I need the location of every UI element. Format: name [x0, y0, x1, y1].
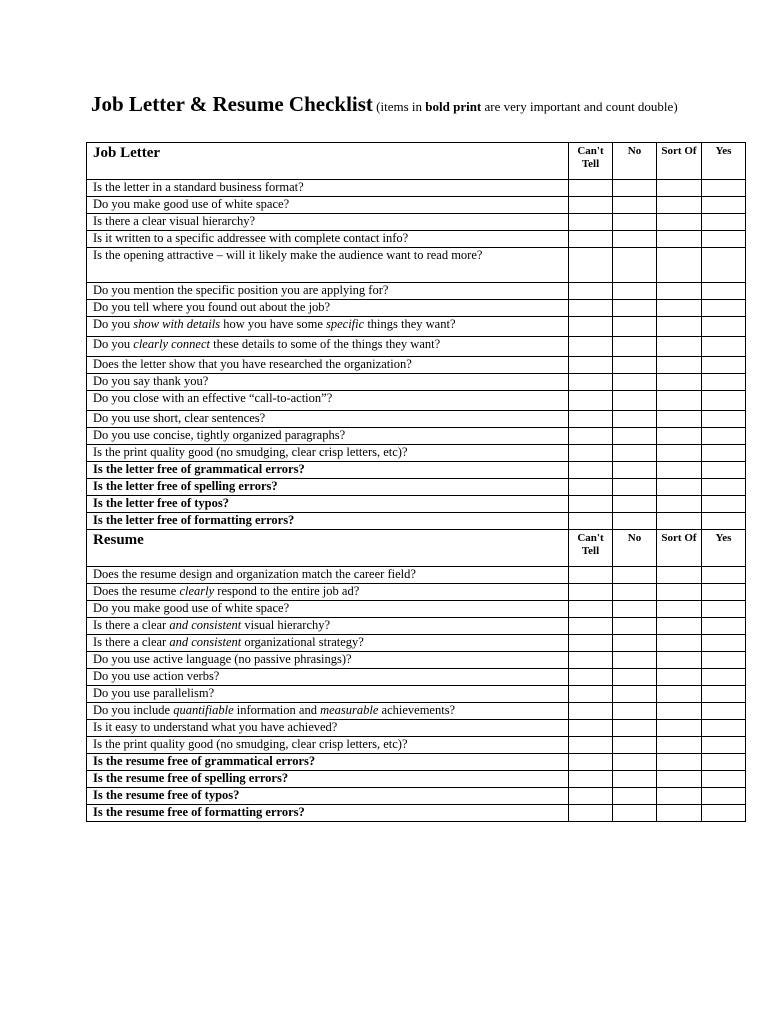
checklist-row — [87, 703, 746, 720]
answer-cell-sort-of[interactable] — [657, 374, 702, 391]
checklist-row — [87, 374, 746, 391]
answer-cell-cant-tell[interactable] — [569, 445, 613, 462]
question-text: Is there a clear visual hierarchy? — [93, 214, 256, 228]
column-header-yes: Yes — [702, 530, 746, 567]
answer-cell-cant-tell[interactable] — [569, 686, 613, 703]
answer-cell-cant-tell[interactable] — [569, 737, 613, 754]
answer-cell-yes[interactable] — [702, 754, 746, 771]
answer-cell-yes[interactable] — [702, 513, 746, 530]
answer-cell-no[interactable] — [613, 496, 657, 513]
answer-cell-sort-of[interactable] — [657, 462, 702, 479]
answer-cell-yes[interactable] — [702, 584, 746, 601]
checklist-row — [87, 300, 746, 317]
checklist-question — [87, 601, 569, 618]
answer-cell-sort-of[interactable] — [657, 197, 702, 214]
section-title: Resume — [87, 530, 569, 567]
answer-cell-sort-of[interactable] — [657, 652, 702, 669]
answer-cell-no[interactable] — [613, 374, 657, 391]
checklist-question — [87, 445, 569, 462]
answer-cell-cant-tell[interactable] — [569, 584, 613, 601]
checklist-question — [87, 737, 569, 754]
answer-cell-no[interactable] — [613, 737, 657, 754]
answer-cell-cant-tell[interactable] — [569, 805, 613, 822]
checklist-question — [87, 754, 569, 771]
question-emphasis: and consistent — [169, 635, 242, 649]
question-text: Is the print quality good (no smudging, clear crisp letters, etc)? — [93, 737, 408, 751]
checklist-row — [87, 496, 746, 513]
column-header-cant-tell: Can't Tell — [569, 143, 613, 180]
answer-cell-cant-tell[interactable] — [569, 669, 613, 686]
heading-note-bold: bold print — [425, 99, 482, 114]
answer-cell-yes[interactable] — [702, 337, 746, 357]
answer-cell-sort-of[interactable] — [657, 788, 702, 805]
checklist-row — [87, 411, 746, 428]
answer-cell-yes[interactable] — [702, 703, 746, 720]
checklist-row — [87, 214, 746, 231]
answer-cell-sort-of[interactable] — [657, 635, 702, 652]
checklist-question — [87, 300, 569, 317]
checklist-question — [87, 374, 569, 391]
column-header-yes: Yes — [702, 143, 746, 180]
answer-cell-yes[interactable] — [702, 771, 746, 788]
answer-cell-no[interactable] — [613, 788, 657, 805]
answer-cell-yes[interactable] — [702, 479, 746, 496]
answer-cell-cant-tell[interactable] — [569, 703, 613, 720]
question-text: Is the resume free of typos? — [93, 788, 240, 802]
checklist-question — [87, 337, 569, 357]
answer-cell-yes[interactable] — [702, 805, 746, 822]
checklist-row — [87, 479, 746, 496]
answer-cell-sort-of[interactable] — [657, 411, 702, 428]
answer-cell-no[interactable] — [613, 337, 657, 357]
answer-cell-cant-tell[interactable] — [569, 618, 613, 635]
checklist-question — [87, 496, 569, 513]
section-header-row — [87, 143, 746, 180]
answer-cell-cant-tell[interactable] — [569, 720, 613, 737]
answer-cell-yes[interactable] — [702, 357, 746, 374]
checklist-question — [87, 703, 569, 720]
answer-cell-cant-tell[interactable] — [569, 231, 613, 248]
checklist-question — [87, 283, 569, 300]
question-text: Do you use active language (no passive phrasings)? — [93, 652, 352, 666]
question-emphasis: and consistent — [169, 618, 242, 632]
question-emphasis: show with details — [133, 317, 221, 331]
answer-cell-sort-of[interactable] — [657, 248, 702, 283]
answer-cell-cant-tell[interactable] — [569, 601, 613, 618]
answer-cell-no[interactable] — [613, 669, 657, 686]
answer-cell-yes[interactable] — [702, 197, 746, 214]
checklist-question — [87, 513, 569, 530]
checklist-question — [87, 248, 569, 283]
answer-cell-no[interactable] — [613, 283, 657, 300]
question-text: Is it easy to understand what you have achieved? — [93, 720, 338, 734]
checklist-row — [87, 567, 746, 584]
checklist-body — [87, 143, 746, 822]
answer-cell-yes[interactable] — [702, 248, 746, 283]
answer-cell-yes[interactable] — [702, 374, 746, 391]
answer-cell-sort-of[interactable] — [657, 771, 702, 788]
answer-cell-no[interactable] — [613, 479, 657, 496]
question-text: Does the resume design and organization match the career field? — [93, 567, 416, 581]
answer-cell-cant-tell[interactable] — [569, 374, 613, 391]
checklist-row — [87, 584, 746, 601]
checklist-question — [87, 317, 569, 337]
question-text: Is the opening attractive – will it likely make the audience want to read more? — [93, 248, 483, 262]
answer-cell-yes[interactable] — [702, 411, 746, 428]
question-emphasis: clearly — [179, 584, 215, 598]
question-text: Do you — [93, 337, 134, 351]
question-emphasis: specific — [326, 317, 365, 331]
question-text: how you have some — [220, 317, 326, 331]
column-header-sort-of: Sort Of — [657, 143, 702, 180]
answer-cell-sort-of[interactable] — [657, 445, 702, 462]
checklist-row — [87, 601, 746, 618]
answer-cell-yes[interactable] — [702, 428, 746, 445]
answer-cell-yes[interactable] — [702, 391, 746, 411]
question-text: achievements? — [378, 703, 456, 717]
answer-cell-yes[interactable] — [702, 462, 746, 479]
question-text: Is the resume free of spelling errors? — [93, 771, 289, 785]
checklist-question — [87, 180, 569, 197]
answer-cell-sort-of[interactable] — [657, 669, 702, 686]
answer-cell-no[interactable] — [613, 214, 657, 231]
checklist-row — [87, 231, 746, 248]
question-emphasis: clearly connect — [133, 337, 210, 351]
question-text: Do you use short, clear sentences? — [93, 411, 266, 425]
answer-cell-no[interactable] — [613, 805, 657, 822]
answer-cell-sort-of[interactable] — [657, 317, 702, 337]
answer-cell-sort-of[interactable] — [657, 601, 702, 618]
checklist-row — [87, 248, 746, 283]
checklist-row — [87, 428, 746, 445]
answer-cell-sort-of[interactable] — [657, 754, 702, 771]
question-text: Do you include — [93, 703, 174, 717]
answer-cell-no[interactable] — [613, 197, 657, 214]
question-text: Do you close with an effective “call-to-action”? — [93, 391, 333, 405]
answer-cell-yes[interactable] — [702, 618, 746, 635]
answer-cell-no[interactable] — [613, 754, 657, 771]
checklist-row — [87, 771, 746, 788]
answer-cell-yes[interactable] — [702, 669, 746, 686]
question-text: Do you mention the specific position you are applying for? — [93, 283, 389, 297]
section-header-row — [87, 530, 746, 567]
checklist-question — [87, 771, 569, 788]
answer-cell-yes[interactable] — [702, 788, 746, 805]
question-text: information and — [233, 703, 321, 717]
section-title: Job Letter — [87, 143, 569, 180]
column-header-cant-tell: Can't Tell — [569, 530, 613, 567]
answer-cell-sort-of[interactable] — [657, 391, 702, 411]
answer-cell-cant-tell[interactable] — [569, 411, 613, 428]
question-text: Is there a clear — [93, 635, 170, 649]
answer-cell-sort-of[interactable] — [657, 214, 702, 231]
answer-cell-no[interactable] — [613, 513, 657, 530]
checklist-question — [87, 686, 569, 703]
checklist-question — [87, 411, 569, 428]
checklist-question — [87, 788, 569, 805]
question-text: Do you use parallelism? — [93, 686, 215, 700]
checklist-question — [87, 669, 569, 686]
checklist-row — [87, 391, 746, 411]
checklist-question — [87, 652, 569, 669]
checklist-question — [87, 584, 569, 601]
column-header-sort-of: Sort Of — [657, 530, 702, 567]
checklist-question — [87, 197, 569, 214]
answer-cell-sort-of[interactable] — [657, 496, 702, 513]
answer-cell-no[interactable] — [613, 720, 657, 737]
answer-cell-sort-of[interactable] — [657, 618, 702, 635]
answer-cell-no[interactable] — [613, 445, 657, 462]
question-text: Is the resume free of formatting errors? — [93, 805, 305, 819]
heading-note-pre: (items in — [372, 99, 426, 114]
answer-cell-no[interactable] — [613, 411, 657, 428]
answer-cell-no[interactable] — [613, 635, 657, 652]
answer-cell-no[interactable] — [613, 703, 657, 720]
answer-cell-sort-of[interactable] — [657, 300, 702, 317]
answer-cell-sort-of[interactable] — [657, 584, 702, 601]
answer-cell-sort-of[interactable] — [657, 479, 702, 496]
answer-cell-sort-of[interactable] — [657, 567, 702, 584]
answer-cell-no[interactable] — [613, 357, 657, 374]
answer-cell-cant-tell[interactable] — [569, 771, 613, 788]
answer-cell-no[interactable] — [613, 584, 657, 601]
answer-cell-no[interactable] — [613, 248, 657, 283]
answer-cell-cant-tell[interactable] — [569, 635, 613, 652]
answer-cell-yes[interactable] — [702, 214, 746, 231]
answer-cell-cant-tell[interactable] — [569, 357, 613, 374]
column-header-no: No — [613, 143, 657, 180]
question-text: Is the print quality good (no smudging, clear crisp letters, etc)? — [93, 445, 408, 459]
question-text: Do you tell where you found out about the job? — [93, 300, 331, 314]
checklist-row — [87, 513, 746, 530]
question-text: things they want? — [364, 317, 456, 331]
checklist-row — [87, 197, 746, 214]
checklist-question — [87, 479, 569, 496]
answer-cell-cant-tell[interactable] — [569, 180, 613, 197]
answer-cell-cant-tell[interactable] — [569, 317, 613, 337]
answer-cell-no[interactable] — [613, 567, 657, 584]
answer-cell-cant-tell[interactable] — [569, 567, 613, 584]
answer-cell-cant-tell[interactable] — [569, 428, 613, 445]
checklist-question — [87, 357, 569, 374]
answer-cell-yes[interactable] — [702, 686, 746, 703]
question-text: Is the letter in a standard business format? — [93, 180, 304, 194]
answer-cell-sort-of[interactable] — [657, 720, 702, 737]
question-text: Do you make good use of white space? — [93, 197, 290, 211]
answer-cell-yes[interactable] — [702, 601, 746, 618]
checklist-row — [87, 445, 746, 462]
answer-cell-cant-tell[interactable] — [569, 496, 613, 513]
column-header-no: No — [613, 530, 657, 567]
checklist-row — [87, 635, 746, 652]
answer-cell-cant-tell[interactable] — [569, 337, 613, 357]
answer-cell-cant-tell[interactable] — [569, 283, 613, 300]
question-text: Do you — [93, 317, 134, 331]
answer-cell-no[interactable] — [613, 652, 657, 669]
checklist-question — [87, 462, 569, 479]
checklist-row — [87, 720, 746, 737]
checklist-row — [87, 686, 746, 703]
question-text: Is the letter free of typos? — [93, 496, 229, 510]
answer-cell-no[interactable] — [613, 601, 657, 618]
answer-cell-sort-of[interactable] — [657, 703, 702, 720]
answer-cell-cant-tell[interactable] — [569, 462, 613, 479]
checklist-row — [87, 462, 746, 479]
question-text: these details to some of the things they want? — [209, 337, 441, 351]
answer-cell-sort-of[interactable] — [657, 737, 702, 754]
answer-cell-no[interactable] — [613, 317, 657, 337]
answer-cell-cant-tell[interactable] — [569, 248, 613, 283]
answer-cell-yes[interactable] — [702, 652, 746, 669]
answer-cell-yes[interactable] — [702, 231, 746, 248]
checklist-row — [87, 754, 746, 771]
answer-cell-yes[interactable] — [702, 737, 746, 754]
question-emphasis: measurable — [320, 703, 379, 717]
checklist-question — [87, 720, 569, 737]
question-text: Do you make good use of white space? — [93, 601, 290, 615]
checklist-row — [87, 652, 746, 669]
answer-cell-cant-tell[interactable] — [569, 479, 613, 496]
checklist-row — [87, 618, 746, 635]
answer-cell-no[interactable] — [613, 391, 657, 411]
question-text: Do you say thank you? — [93, 374, 209, 388]
answer-cell-cant-tell[interactable] — [569, 300, 613, 317]
answer-cell-cant-tell[interactable] — [569, 652, 613, 669]
answer-cell-cant-tell[interactable] — [569, 788, 613, 805]
answer-cell-yes[interactable] — [702, 635, 746, 652]
answer-cell-cant-tell[interactable] — [569, 197, 613, 214]
checklist-row — [87, 788, 746, 805]
checklist-row — [87, 805, 746, 822]
question-text: Is the letter free of grammatical errors? — [93, 462, 305, 476]
question-text: Do you use concise, tightly organized paragraphs? — [93, 428, 346, 442]
question-text: Is the letter free of spelling errors? — [93, 479, 278, 493]
answer-cell-sort-of[interactable] — [657, 686, 702, 703]
answer-cell-no[interactable] — [613, 686, 657, 703]
question-text: Do you use action verbs? — [93, 669, 220, 683]
answer-cell-yes[interactable] — [702, 283, 746, 300]
answer-cell-no[interactable] — [613, 300, 657, 317]
answer-cell-sort-of[interactable] — [657, 231, 702, 248]
question-text: Does the resume — [93, 584, 180, 598]
answer-cell-no[interactable] — [613, 180, 657, 197]
answer-cell-yes[interactable] — [702, 567, 746, 584]
answer-cell-cant-tell[interactable] — [569, 391, 613, 411]
checklist-table — [86, 142, 746, 822]
question-text: respond to the entire job ad? — [214, 584, 360, 598]
page-heading — [91, 92, 691, 116]
answer-cell-sort-of[interactable] — [657, 283, 702, 300]
question-text: Does the letter show that you have researched the organization? — [93, 357, 412, 371]
checklist-question — [87, 391, 569, 411]
checklist-row — [87, 357, 746, 374]
answer-cell-cant-tell[interactable] — [569, 214, 613, 231]
answer-cell-yes[interactable] — [702, 445, 746, 462]
checklist-row — [87, 337, 746, 357]
checklist-question — [87, 618, 569, 635]
answer-cell-sort-of[interactable] — [657, 805, 702, 822]
answer-cell-sort-of[interactable] — [657, 428, 702, 445]
checklist-question — [87, 231, 569, 248]
answer-cell-sort-of[interactable] — [657, 180, 702, 197]
answer-cell-no[interactable] — [613, 231, 657, 248]
checklist-row — [87, 737, 746, 754]
checklist-question — [87, 428, 569, 445]
answer-cell-no[interactable] — [613, 462, 657, 479]
checklist-question — [87, 635, 569, 652]
question-text: visual hierarchy? — [241, 618, 331, 632]
heading-note-post: are very important and count double) — [481, 99, 678, 114]
question-emphasis: quantifiable — [173, 703, 234, 717]
question-text: Is the resume free of grammatical errors? — [93, 754, 316, 768]
checklist-row — [87, 180, 746, 197]
checklist-row — [87, 317, 746, 337]
answer-cell-no[interactable] — [613, 428, 657, 445]
page-title: Job Letter & Resume Checklist — [91, 92, 373, 116]
checklist-row — [87, 669, 746, 686]
answer-cell-yes[interactable] — [702, 300, 746, 317]
checklist-question — [87, 214, 569, 231]
checklist-question — [87, 805, 569, 822]
answer-cell-yes[interactable] — [702, 180, 746, 197]
answer-cell-sort-of[interactable] — [657, 513, 702, 530]
question-text: Is the letter free of formatting errors? — [93, 513, 295, 527]
answer-cell-sort-of[interactable] — [657, 357, 702, 374]
question-text: Is it written to a specific addressee with complete contact info? — [93, 231, 409, 245]
question-text: Is there a clear — [93, 618, 170, 632]
checklist-row — [87, 283, 746, 300]
checklist-question — [87, 567, 569, 584]
answer-cell-sort-of[interactable] — [657, 337, 702, 357]
answer-cell-no[interactable] — [613, 618, 657, 635]
answer-cell-no[interactable] — [613, 771, 657, 788]
answer-cell-yes[interactable] — [702, 317, 746, 337]
question-text: organizational strategy? — [241, 635, 364, 649]
answer-cell-yes[interactable] — [702, 496, 746, 513]
answer-cell-yes[interactable] — [702, 720, 746, 737]
answer-cell-cant-tell[interactable] — [569, 513, 613, 530]
answer-cell-cant-tell[interactable] — [569, 754, 613, 771]
